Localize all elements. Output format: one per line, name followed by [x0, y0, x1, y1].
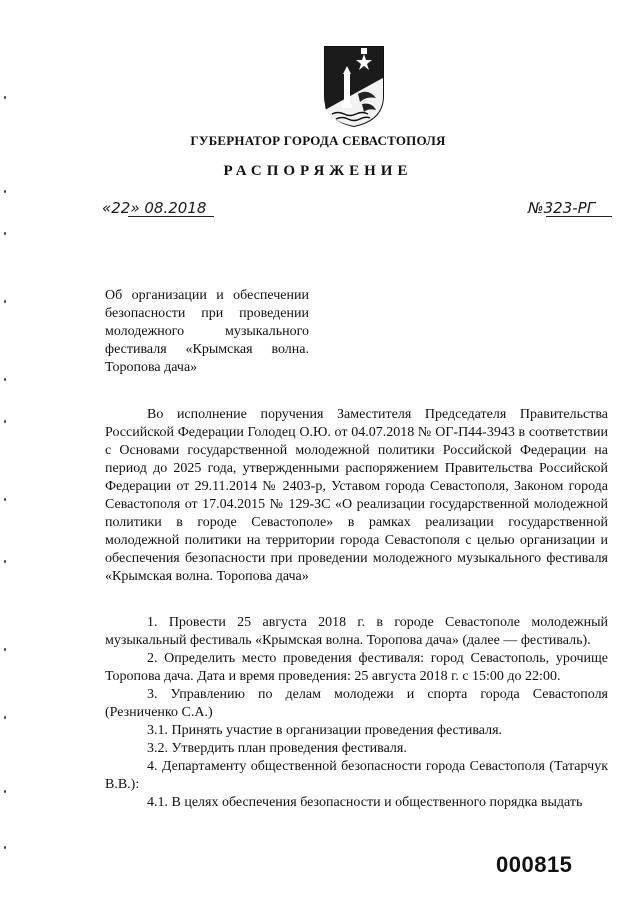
document-number — [528, 199, 612, 219]
order-item: 4. Департаменту общественной безопасности города Севастополя (Татарчук В.В.): — [105, 759, 608, 792]
order-items — [105, 614, 608, 812]
document-subject: Об организации и обеспечении безопасности при проведении молодежного музыкального фестиваля «Крымская волна. Торопова дача» — [105, 288, 309, 375]
order-item: 1. Провести 25 августа 2018 г. в городе Севастополе молодежный музыкальный фестиваль «Крымская волна. Торопова дача» (далее — фестиваль). — [105, 615, 608, 648]
document-date — [102, 199, 214, 219]
coat-of-arms-icon — [322, 44, 386, 128]
registration-number: 000815 — [496, 852, 573, 877]
date-underline — [128, 216, 214, 217]
order-item: 3. Управлению по делам молодежи и спорта города Севастополя (Резниченко С.А.) — [105, 687, 608, 720]
order-item: 4.1. В целях обеспечения безопасности и общественного порядка выдать — [147, 795, 583, 810]
number-handwritten: №323-РГ — [528, 199, 596, 217]
order-item: 3.1. Принять участие в организации проведения фестиваля. — [147, 723, 503, 738]
document-type-title: РАСПОРЯЖЕНИЕ — [223, 163, 413, 179]
order-item: 2. Определить место проведения фестиваля: город Севастополь, урочище Торопова дача. Дата и время проведения: 25 августа 2018 г. с 15:00 до 22:00. — [105, 651, 608, 684]
preamble-section — [105, 406, 608, 586]
date-handwritten: «22» 08.2018 — [102, 199, 207, 217]
issuing-authority: ГУБЕРНАТОР ГОРОДА СЕВАСТОПОЛЯ — [190, 133, 446, 148]
preamble-paragraph: Во исполнение поручения Заместителя Председателя Правительства Российской Федерации Голодец О.Ю. от 04.07.2018 № ОГ-П44-3943 в соответствии с Основами государственной молодежной политики Российской Федерации на период до 2025 года, утвержденными распоряжением Правительства Российской Федерации от 29.11.2014 № 2403-р, Уставом города Севастополя, Законом города Севастополя от 17.04.2015 № 129-ЗС «О реализации государственной молодежной политики в городе Севастополе» в рамках реализации государственной молодежной политики на территории города Севастополя с целью организации и обеспечения безопасности при проведении молодежного музыкального фестиваля «Крымская волна. Торопова дача» — [105, 407, 608, 584]
number-underline — [546, 216, 612, 217]
order-item: 3.2. Утвердить план проведения фестиваля. — [147, 741, 407, 756]
